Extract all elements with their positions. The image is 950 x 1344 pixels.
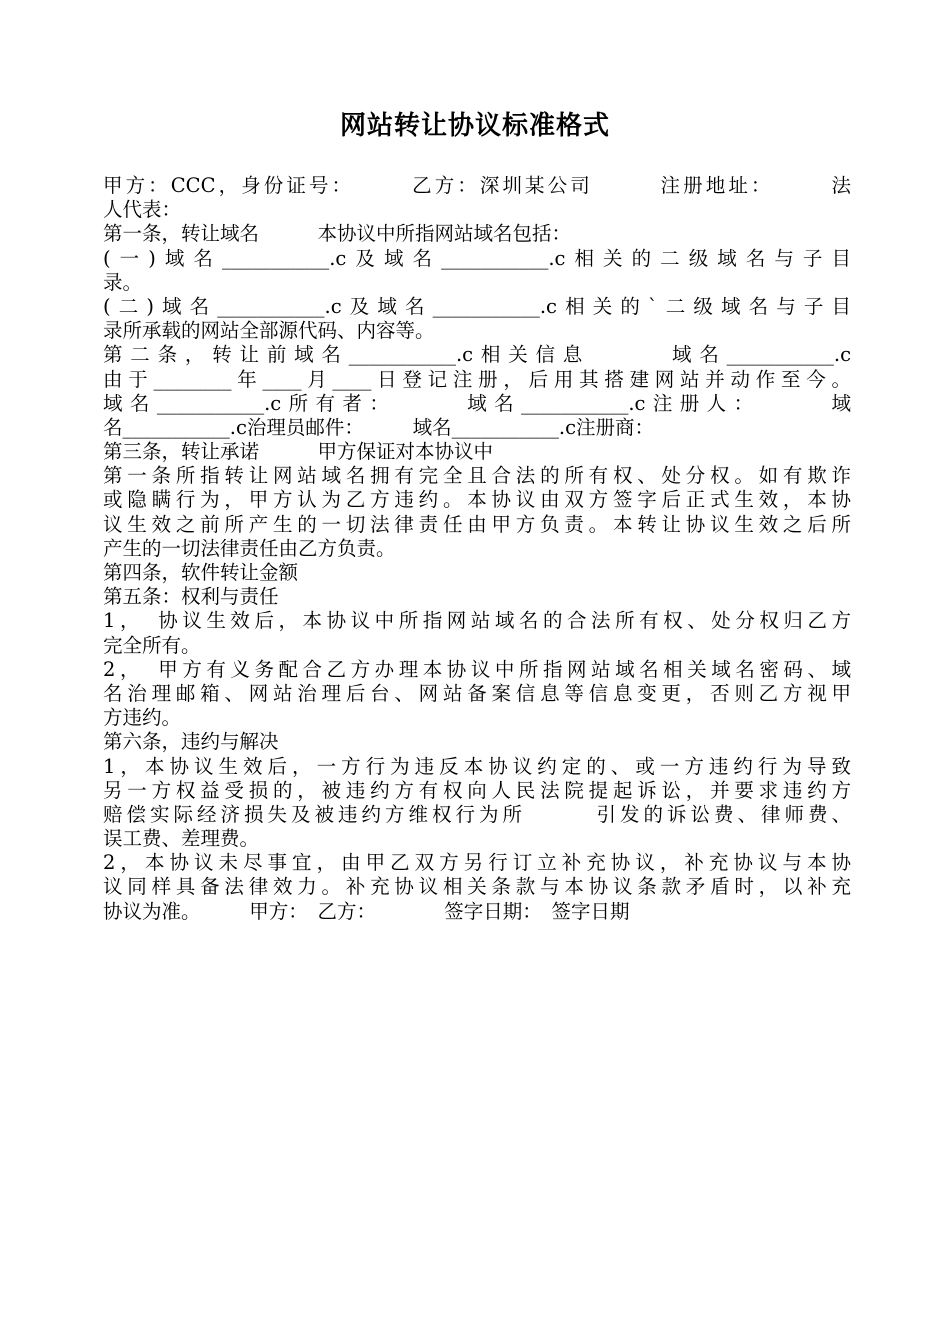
article-2-heading: 第二条，转让前域名___________.c相关信息 域名___________.c [103,343,851,367]
article-1-item-1: (一)域名___________.c及域名___________.c相关的二级域名与子目 [103,246,851,270]
article-6-item-1: 另一方权益受损的，被违约方有权向人民法院提起诉讼，并要求违约方 [103,778,851,802]
article-1-heading: 第一条，转让域名 本协议中所指网站域名包括： [103,222,572,246]
article-3-paragraph-end: 产生的一切法律责任由乙方负责。 [103,536,396,560]
article-2-admin-line: 名___________.c治理员邮件： 域名___________.c注册商： [103,415,654,439]
party-info-line: 甲方：CCC，身份证号： 乙方：深圳某公司 注册地址： 法 [103,174,851,197]
article-6-item-2: 议同样具备法律效力。补充协议相关条款与本协议条款矛盾时，以补充 [103,875,851,899]
article-3-paragraph: 第一条所指转让网站域名拥有完全且合法的所有权、处分权。如有欺诈 [103,464,851,488]
article-6-item-2: 2，本协议未尽事宜，由甲乙双方另行订立补充协议，补充协议与本协 [103,851,851,875]
article-1-item-1-cont: 录。 [103,270,143,294]
article-3-paragraph: 议生效之前所产生的一切法律责任由甲方负责。本转让协议生效之后所 [103,512,851,536]
article-1-item-2-cont: 录所承载的网站全部源代码、内容等。 [103,319,435,343]
article-6-heading: 第六条，违约与解决 [103,730,279,754]
article-1-item-2: (二)域名___________.c及域名___________.c相关的`二级域名与子目 [103,294,851,318]
document-body [103,174,851,924]
article-6-item-1: 赔偿实际经济损失及被违约方维权行为所 引发的诉讼费、律师费、 [103,802,851,826]
article-5-item-2: 名治理邮箱、网站治理后台、网站备案信息等信息变更，否则乙方视甲 [103,681,851,705]
article-6-item-1: 1，本协议生效后，一方行为违反本协议约定的、或一方违约行为导致 [103,754,851,778]
article-5-item-1: 1， 协议生效后，本协议中所指网站域名的合法所有权、处分权归乙方 [103,609,851,633]
article-5-item-2-end: 方违约。 [103,706,182,730]
article-5-heading: 第五条：权利与责任 [103,585,279,609]
article-5-item-1-end: 完全所有。 [103,633,201,657]
article-3-heading: 第三条，转让承诺 甲方保证对本协议中 [103,440,494,464]
document-title: 网站转让协议标准格式 [339,111,610,141]
article-4-heading: 第四条，软件转让金额 [103,561,299,584]
article-3-paragraph: 或隐瞒行为，甲方认为乙方违约。本协议由双方签字后正式生效，本协 [103,488,851,512]
article-2-registration: 由于________年____月____日登记注册，后用其搭建网站并动作至今。 [103,367,851,391]
party-info-line-cont: 人代表： [103,198,182,222]
article-2-owner-line: 域名___________.c所有者： 域名___________.c注册人： 域 [103,391,851,415]
article-6-item-1-end: 误工费、差理费。 [103,827,260,851]
article-5-item-2: 2， 甲方有义务配合乙方办理本协议中所指网站域名相关域名密码、域 [103,657,851,681]
signature-line: 协议为准。 甲方： 乙方： 签字日期： 签字日期 [103,899,630,923]
